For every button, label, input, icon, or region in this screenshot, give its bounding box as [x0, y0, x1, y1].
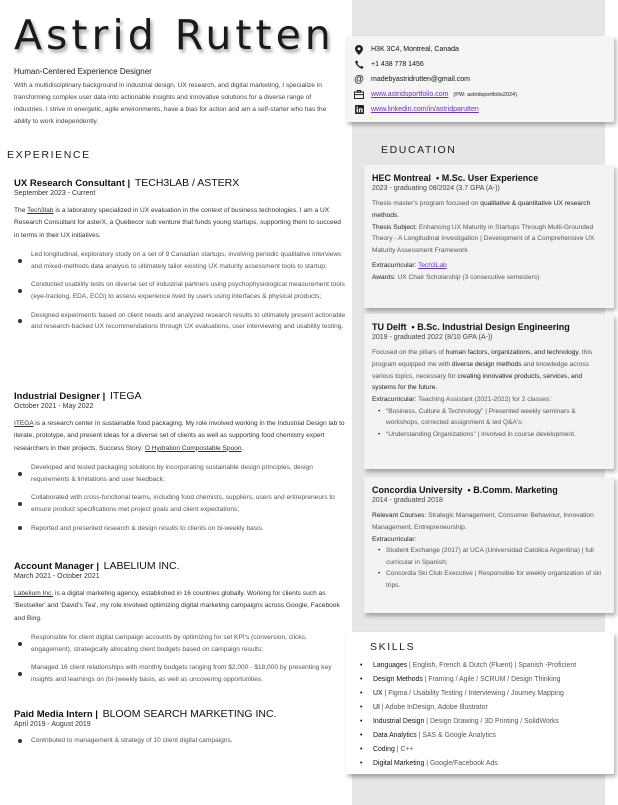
edu-awards: Awards: UX Chair Scholarship (3 consecutive semesters)	[372, 273, 540, 281]
edu-title: Concordia University • B.Comm. Marketing	[372, 485, 558, 495]
list-item: Led longitudinal, exploratory study on a set of 9 Canadian startups, involving periodic qualitative interviews and mixed-methods data analysis to ultimately tailor existing UX maturity assessment tools to startup;	[18, 249, 346, 272]
contact-card	[346, 36, 614, 122]
job-company: TECH3LAB / ASTERX	[134, 177, 240, 189]
job-bullets	[18, 735, 346, 747]
list-item: • Student Exchange (2017) at UCA (Universidad Catolica Argentina) | full curricular in Spanish;	[378, 545, 606, 568]
job-dates: March 2021 - October 2021	[14, 573, 100, 580]
job-role: Account Manager |	[14, 561, 100, 572]
list-item: Managed 16 client relationships with monthly budgets ranging from $2,000 - $18,000 by presenting key insights and learnings on (bi-)weekly basis, as well as uncovering opportunities.	[18, 662, 346, 685]
job-company: ITEGA	[110, 390, 142, 402]
candidate-name: Astrid Rutten	[14, 11, 335, 59]
edu-dates: 2023 - graduating 08/2024 (3.7 GPA (A-))	[372, 185, 500, 192]
portfolio-password: (PW: astridsportfolio2024)	[453, 91, 517, 98]
list-item: Collaborated with cross-functional teams, including food chemists, suppliers, users and entrepreneurs to ensure product specifications met project goals and client expectations;	[18, 492, 346, 515]
skill-item: • UI | Adobe InDesign, Adobe Illustrator	[360, 701, 614, 715]
job-title	[14, 177, 346, 189]
job-title	[14, 560, 346, 572]
skill-item: • Industrial Design | Design Drawing / 3D Printing / SolidWorks	[360, 715, 614, 729]
job-bullets	[18, 462, 346, 534]
list-item: Conducted usability tests on diverse set of industrial partners using psychophysiological measurement tools (eye-tracking, EDA, ECG) to assess experience lived by users using interfaces & physical products;	[18, 279, 346, 302]
edu-title: HEC Montreal • M.Sc. User Experience	[372, 173, 539, 183]
tech3lab-edu-link[interactable]: Tech3Lab	[418, 261, 447, 269]
resume-header	[14, 10, 344, 128]
contact-address-row	[354, 42, 614, 57]
skills-heading: SKILLS	[370, 641, 416, 653]
job-dates: April 2019 - August 2019	[14, 721, 91, 728]
job-company: BLOOM SEARCH MARKETING INC.	[102, 708, 277, 720]
candidate-summary: With a multidisciplinary background in industrial design, UX research, and digital marketing, I specialize in transforming complex user data into actionable insights and innovative solutions for a diverse range of industries. I strive in energetic, agile environments, have a bias for action and am a self-starter who has the ability to work independently.	[14, 82, 327, 125]
contact-phone[interactable]: +1 438 778 1456	[371, 61, 424, 68]
skill-item: • Data Analytics | SAS & Google Analytics	[360, 729, 614, 743]
job-role: Paid Media Intern |	[14, 709, 98, 720]
edu-dates: 2014 - graduated 2018	[372, 497, 443, 504]
education-tudelft	[364, 314, 614, 469]
job-itega	[14, 390, 346, 541]
at-icon: @	[354, 74, 364, 85]
job-bullets	[18, 249, 346, 333]
job-description: The Tech3lab is a laboratory specialized in UX evaluation in the context of business technologies. I am a UX Research Consultant for asterX, a Quebecor sub venture that funds young startups, supporting them to succeed in terms in their UX initiatives.	[14, 207, 341, 239]
edu-thesis: Thesis Subject: Enhancing UX Maturity in Startups Through Multi-Grounded Theory - A Longitudinal Investigation | Development of a Comprehensive UX Maturity Assessment Framework	[372, 223, 595, 255]
skill-item: • Languages | English, French & Dutch (Fluent) | Spanish -Proficient	[360, 659, 614, 673]
skill-item: • UX | Figma / Usability Testing / Interviewing / Journey Mapping	[360, 687, 614, 701]
contact-email-row	[354, 72, 614, 87]
job-dates: October 2021 - May 2022	[14, 403, 94, 410]
job-title	[14, 708, 346, 720]
edu-extracurricular: Extracurricular: Tech3Lab	[372, 261, 447, 269]
job-company: LABELIUM INC.	[103, 560, 180, 572]
job-bullets	[18, 632, 346, 685]
skill-item: • Design Methods | Framing / Agile / SCRUM / Design Thinking	[360, 673, 614, 687]
job-labelium	[14, 560, 346, 693]
experience-heading: EXPERIENCE	[7, 149, 91, 161]
skill-item: • Coding | C++	[360, 743, 614, 757]
job-description: ITEGA is a research center in sustainable food packaging. My role involved working in the Industrial Design lab to iterate, prototype, and present ideas for a diverse set of clients as well as supporting food chemistry expert researchers in their projects. Success Story: O Hydration Compostable Spoon.	[14, 420, 345, 452]
education-concordia	[364, 477, 614, 613]
job-description: Labelium Inc. is a digital marketing agency, established in 16 countries globally. Working for clients such as 'Bestseller' and 'David's Tea', my role involved optimizing digital marketing campaigns across Google, Facebook and Bing.	[14, 590, 340, 622]
list-item: Responsible for client digital campaign accounts by optimizing for set KPI's (conversion, clicks, engagement), strategically allocating client budgets based on campaign results;	[18, 632, 346, 655]
contact-email[interactable]: madebyastridrutten@gmail.com	[371, 76, 470, 83]
list-item: Designed experiments based on client needs and analyzed research results to ultimately present actionable and research-backed UX recommendations through UX evaluations, user interviewing and usability testing.	[18, 310, 346, 333]
itega-link[interactable]: ITEGA	[14, 420, 34, 427]
job-title	[14, 390, 346, 402]
job-role: Industrial Designer |	[14, 391, 106, 402]
job-bloom	[14, 708, 346, 754]
linkedin-icon	[354, 105, 364, 115]
edu-description: Thesis master's program focused on qualitative & quantitative UX research methods.	[372, 200, 591, 219]
candidate-subtitle: Human-Centered Experience Designer	[14, 67, 152, 76]
list-item: Contributed to management & strategy of 10 client digital campaigns.	[18, 735, 346, 747]
edu-extracurricular: Extracurricular:	[372, 535, 417, 543]
list-item: Developed and tested packaging solutions by incorporating sustainable design principles, design requirements & limitations and user feedback;	[18, 462, 346, 485]
edu-description: Focused on the pillars of human factors, organizations, and technology, this program equipped me with diverse design methods and knowledge across various topics, necessary for creating innovative products, services, and systems for the future.	[372, 349, 593, 392]
phone-icon	[354, 60, 364, 70]
portfolio-link[interactable]: www.astridsportfolio.com	[371, 91, 449, 98]
job-role: UX Research Consultant |	[14, 178, 131, 189]
list-item: • Concordia Ski Club Executive | Responsible for weekly organization of ski trips.	[378, 568, 606, 591]
education-heading: EDUCATION	[381, 144, 457, 156]
job-dates: September 2023 - Current	[14, 190, 96, 197]
contact-address: H3K 3C4, Montreal, Canada	[371, 46, 459, 53]
job-tech3lab	[14, 177, 346, 340]
list-item: • “Understanding Organizations” | Involved in course development.	[378, 429, 606, 441]
contact-linkedin-row	[354, 102, 614, 117]
linkedin-link[interactable]: www.linkedin.com/in/astridparutten	[371, 106, 479, 113]
list-item: Reported and presented research & design results to clients on bi-weekly basis.	[18, 523, 346, 535]
edu-dates: 2019 - graduated 2022 (8/10 GPA (A-))	[372, 334, 493, 341]
labelium-link[interactable]: Labelium Inc.	[14, 590, 54, 597]
skills-card	[346, 632, 614, 774]
edu-extracurricular: Extracurricular: Teaching Assistant (2021-2022) for 2 classes:	[372, 396, 552, 404]
contact-portfolio-row	[354, 87, 614, 102]
contact-phone-row	[354, 57, 614, 72]
edu-courses: Relevant Courses: Strategic Management, Consumer Behaviour, Innovation Management, Entrepreneurship.	[372, 512, 594, 531]
education-hec	[364, 165, 614, 308]
briefcase-icon	[354, 90, 364, 100]
location-pin-icon	[354, 45, 364, 55]
edu-bullets	[378, 545, 606, 591]
skill-item: • Digital Marketing | Google/Facebook Ads	[360, 757, 614, 771]
tech3lab-link[interactable]: Tech3lab	[27, 207, 54, 214]
edu-title: TU Delft • B.Sc. Industrial Design Engineering	[372, 322, 570, 332]
list-item: • “Business, Culture & Technology” | Presented weekly seminars & workshops, corrected assignment & led Q&A's;	[378, 406, 606, 429]
success-story-link[interactable]: O Hydration Compostable Spoon	[144, 444, 242, 452]
edu-bullets	[378, 406, 606, 441]
